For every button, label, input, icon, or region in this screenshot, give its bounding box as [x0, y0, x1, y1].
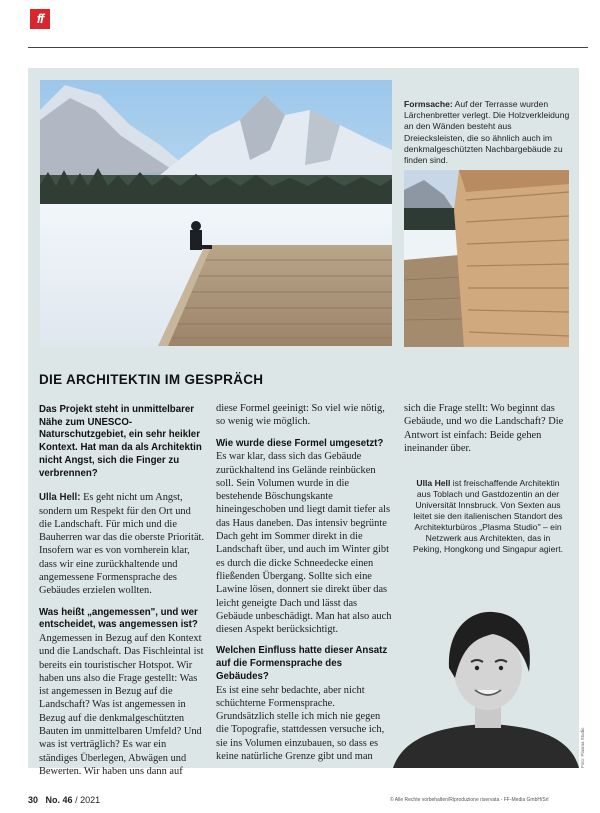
- column-1: [39, 404, 205, 787]
- question-3: Wie wurde diese Formel umgesetzt?: [216, 437, 384, 449]
- rights-notice: © Alle Rechte vorbehalten/Riproduzione riservata - FF-Media GmbH/Srl: [390, 797, 549, 803]
- caption-label: Formsache:: [404, 99, 453, 109]
- answer-1-text: Es geht nicht um Angst, sondern um Respekt für den Ort und die Landschaft. Für mich und die Bauherren war das die oberste Priorität. Insofern war es von vornherein klar, dass wir eine zurückhaltende und angemessene Formensprache des Gebäudes erzielen wollten.: [39, 492, 205, 597]
- column-3: [404, 402, 570, 464]
- issue-number: No. 46: [45, 795, 73, 805]
- architect-portrait: [393, 598, 579, 768]
- header-divider: [28, 47, 588, 48]
- answer-1: [39, 491, 205, 597]
- answer-2: Angemessen in Bezug auf den Kontext und die Landschaft. Das Fischleintal ist bereits ein touristischer Hotspot. Wir haben uns also die Frage gestellt: Was ist angemessen in Bezug auf die Landschaft? Was ist angemessen in Bezug auf die denkmalgeschützten Bauten im unmittelbaren Umfeld? Und was ist verträglich? Es war ein ständiges Überlegen, Abwägen und Bewerten. Wir haben uns dann auf: [39, 633, 204, 777]
- question-2: Was heißt „angemessen", und wer entscheidet, was angemessen ist?: [39, 606, 198, 631]
- answer-1-speaker: Ulla Hell:: [39, 492, 81, 504]
- page-footer: [28, 795, 100, 805]
- photo-caption: [404, 99, 570, 166]
- caption-text: Auf der Terrasse wurden Lärchenbretter verlegt. Die Holzverkleidung an den Wänden besteht aus Dreiecksleisten, die so ähnlich auch im denkmalgeschützten Nachbargebäude zu finden sind.: [404, 99, 570, 166]
- side-photo-wood-cladding: [404, 170, 569, 347]
- author-bio: [412, 478, 564, 555]
- bio-name: Ulla Hell: [416, 478, 451, 488]
- answer-4: Es ist eine sehr bedachte, aber nicht schüchterne Formensprache. Grundsätzlich stelle ich mich nie gegen die Topografie, stattdessen versuche ich, sie ins Volumen einzubauen, so dass es keine natürliche Grenze gibt und man: [216, 684, 385, 763]
- ff-logo: ff: [30, 9, 50, 29]
- answer-4-continued: sich die Frage stellt: Wo beginnt das Gebäude, und wo die Landschaft? Die Antwort ist einfach: Beide gehen ineinander über.: [404, 403, 564, 454]
- main-photo-snow-terrace: [40, 80, 392, 346]
- column-2: [216, 402, 393, 772]
- issue-year: / 2021: [75, 795, 101, 805]
- page-number: 30: [28, 795, 39, 805]
- answer-3: Es war klar, dass sich das Gebäude zurückhaltend ins Gelände reinbücken soll. Sein Volumen wurde in die bestehende Böschungskante hineingeschoben und liegt damit tiefer als das Haus daneben. Das intensiv begrünte Dach geht im Sommer direkt in die Landschaft über, und auch im Winter gibt es durch die dicke Schneedecke einen fließenden Übergang. Sollte sich eine Lawine lösen, donnert sie direkt über das leicht geneigte Dach und lässt das Gebäude unbeschädigt. Man hat also auch diesen Aspekt berücksichtigt.: [216, 451, 392, 636]
- section-title: DIE ARCHITEKTIN IM GESPRÄCH: [39, 372, 264, 387]
- question-4: Welchen Einfluss hatte dieser Ansatz auf die Formensprache des Gebäudes?: [216, 645, 388, 682]
- question-1: Das Projekt steht in unmittelbarer Nähe zum UNESCO-Naturschutzgebiet, ein sehr heikler Kontext. Hat man da als Architektin nicht Angst, sich die Finger zu verbrennen?: [39, 404, 202, 479]
- answer-2-continued: diese Formel geeinigt: So viel wie nötig, so wenig wie möglich.: [216, 403, 385, 428]
- bio-text: ist freischaffende Architektin aus Toblach und Gastdozentin an der Universität Innsbruck. Von Sexten aus leitet sie den italienischen Standort des Architekturbüros „Plasma Studio" – ein Netzwerk aus Architekten, das in Peking, Hongkong und Singapur agiert.: [412, 478, 564, 554]
- photo-credit: Foto: Plasma Studio: [580, 727, 585, 768]
